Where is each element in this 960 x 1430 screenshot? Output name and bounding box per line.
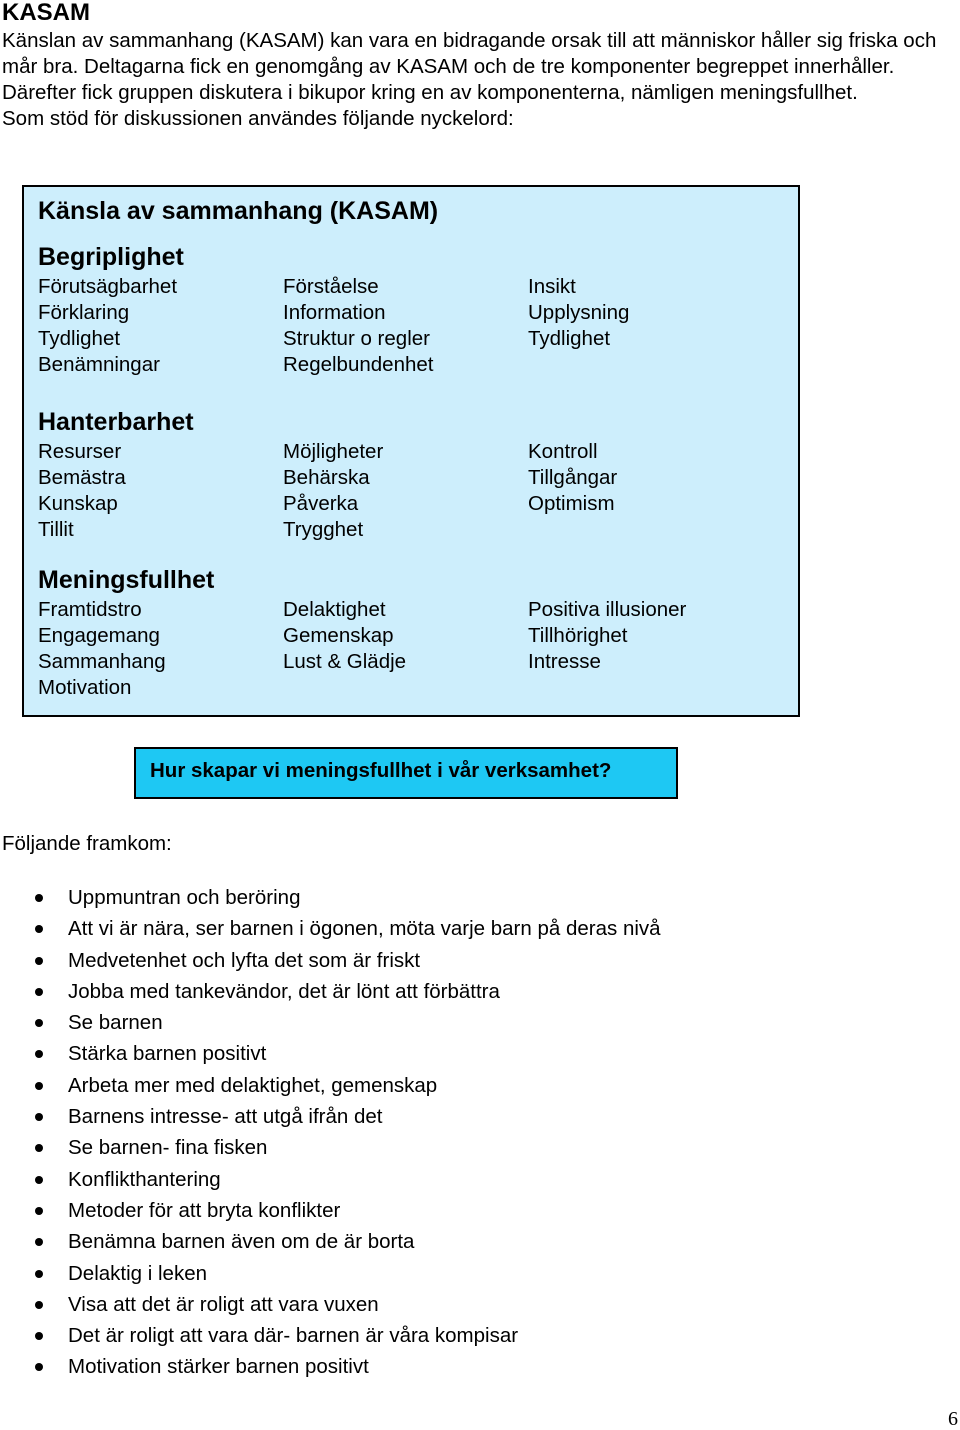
keyword: Engagemang (38, 624, 160, 647)
list-item-text: Konflikthantering (68, 1167, 221, 1191)
list-item-text: Arbeta mer med delaktighet, gemenskap (68, 1073, 438, 1097)
section-title-meningsfullhet: Meningsfullhet (38, 566, 215, 594)
list-item-text: Metoder för att bryta konflikter (68, 1198, 341, 1222)
keyword: Struktur o regler (283, 327, 430, 350)
keyword: Tillgångar (528, 466, 618, 489)
keyword: Möjligheter (283, 440, 384, 463)
bullet-dot-icon (35, 988, 43, 996)
bullet-dot-icon (35, 1270, 43, 1278)
keyword: Förutsägbarhet (38, 275, 178, 298)
page-number: 6 (948, 1408, 958, 1430)
keyword: Lust & Glädje (283, 650, 407, 673)
bullet-dot-icon (35, 1332, 43, 1340)
result-label: Följande framkom: (2, 832, 172, 855)
list-item-text: Visa att det är roligt att vara vuxen (68, 1292, 379, 1316)
bullet-dot-icon (35, 1082, 43, 1090)
keyword: Behärska (283, 466, 370, 489)
bullet-dot-icon (35, 1144, 43, 1152)
keyword: Motivation (38, 676, 132, 699)
list-item (0, 1320, 661, 1351)
keyword (528, 352, 788, 378)
section-title-hanterbarhet: Hanterbarhet (38, 408, 194, 436)
keyword: Tillhörighet (528, 624, 628, 647)
list-item (0, 976, 661, 1007)
keyword-grid-hanterbarhet (38, 439, 788, 543)
keyword: Resurser (38, 440, 122, 463)
keyword: Intresse (528, 650, 601, 673)
bullet-dot-icon (35, 894, 43, 902)
keyword: Insikt (528, 275, 576, 298)
list-item (0, 1132, 661, 1163)
list-item (0, 1164, 661, 1195)
keyword (283, 675, 528, 701)
list-item (0, 1195, 661, 1226)
list-item-text: Det är roligt att vara där- barnen är våra kompisar (68, 1324, 519, 1348)
kasam-box-title: Känsla av sammanhang (KASAM) (38, 197, 439, 225)
list-item-text: Benämna barnen även om de är borta (68, 1230, 415, 1254)
bullet-dot-icon (35, 957, 43, 965)
bullet-dot-icon (35, 1176, 43, 1184)
keyword: Kunskap (38, 492, 118, 515)
list-item-text: Att vi är nära, ser barnen i ögonen, möta varje barn på deras nivå (68, 917, 661, 941)
list-item (0, 1070, 661, 1101)
list-item-text: Se barnen- fina fisken (68, 1136, 268, 1160)
keyword: Förståelse (283, 275, 379, 298)
section-title-begriplighet: Begriplighet (38, 243, 184, 271)
list-item-text: Jobba med tankevändor, det är lönt att förbättra (68, 979, 500, 1003)
list-item (0, 1351, 661, 1382)
keyword: Påverka (283, 492, 359, 515)
list-item-text: Barnens intresse- att utgå ifrån det (68, 1105, 383, 1129)
list-item (0, 1038, 661, 1069)
list-item (0, 1258, 661, 1289)
bullet-dot-icon (35, 1050, 43, 1058)
keyword-grid-begriplighet (38, 274, 788, 378)
document-heading: KASAM (2, 0, 90, 26)
list-item-text: Delaktig i leken (68, 1261, 208, 1285)
intro-text (2, 28, 947, 132)
keyword: Förklaring (38, 301, 130, 324)
list-item-text: Uppmuntran och beröring (68, 886, 301, 909)
bullet-dot-icon (35, 1301, 43, 1309)
keyword: Delaktighet (283, 598, 386, 621)
bullet-dot-icon (35, 1019, 43, 1027)
keyword (528, 675, 788, 701)
keyword: Tillit (38, 518, 74, 541)
list-item (0, 913, 661, 944)
list-item-text: Medvetenhet och lyfta det som är friskt (68, 948, 421, 972)
intro-paragraph: Känslan av sammanhang (KASAM) kan vara en bidragande orsak till att människor håller sig friska och mår bra. Deltagarna fick en genomgång av KASAM och de tre komponenter begreppet innerhåller. Därefter fick gruppen diskutera i bikupor kring en av komponenterna, nämligen meningsfullhet. (2, 29, 937, 104)
list-item (0, 1289, 661, 1320)
keyword: Regelbundenhet (283, 353, 434, 376)
keyword: Tydlighet (38, 327, 121, 350)
keyword: Information (283, 301, 386, 324)
bullet-dot-icon (35, 1207, 43, 1215)
keyword (528, 517, 788, 543)
keyword: Bemästra (38, 466, 126, 489)
result-bullet-list (0, 882, 661, 1383)
keyword: Tydlighet (528, 327, 611, 350)
list-item-text: Motivation stärker barnen positivt (68, 1355, 369, 1379)
discussion-question-box: Hur skapar vi meningsfullhet i vår verksamhet? (134, 747, 678, 799)
keyword: Framtidstro (38, 598, 142, 621)
list-item (0, 1007, 661, 1038)
keyword: Optimism (528, 492, 615, 515)
bullet-dot-icon (35, 1363, 43, 1371)
intro-lead-in: Som stöd för diskussionen användes följande nyckelord: (2, 107, 514, 130)
keyword: Benämningar (38, 353, 160, 376)
list-item-text: Stärka barnen positivt (68, 1042, 267, 1066)
list-item (0, 1101, 661, 1132)
keyword: Positiva illusioner (528, 598, 687, 621)
bullet-dot-icon (35, 1238, 43, 1246)
list-item (0, 1226, 661, 1257)
keyword: Sammanhang (38, 650, 166, 673)
list-item-text: Se barnen (68, 1011, 163, 1035)
list-item (0, 945, 661, 976)
bullet-dot-icon (35, 925, 43, 933)
list-item (0, 882, 661, 913)
keyword: Gemenskap (283, 624, 394, 647)
kasam-keyword-box (22, 185, 800, 717)
keyword: Upplysning (528, 301, 630, 324)
bullet-dot-icon (35, 1113, 43, 1121)
keyword-grid-meningsfullhet (38, 597, 788, 701)
keyword: Trygghet (283, 518, 364, 541)
keyword: Kontroll (528, 440, 598, 463)
